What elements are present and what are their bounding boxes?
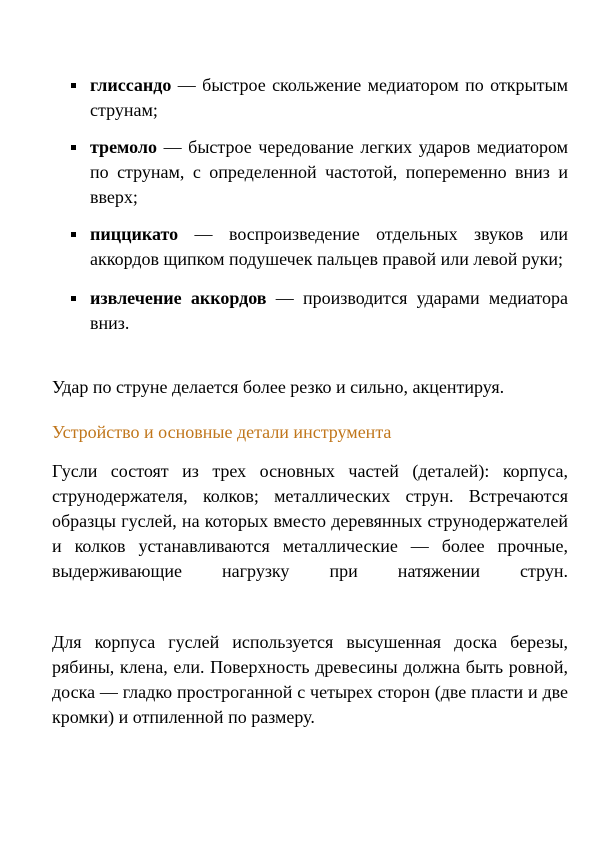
parts-paragraph: Гусли состоят из трех основных частей (деталей): корпуса, струнодержателя, колков; металлических струн. Встречаются образцы гуслей, на которых вместо деревянных струнодержателей и колков устанавливаются металлические — более прочные, выдерживающие нагрузку при натяжении струн. — [52, 461, 568, 581]
list-item-term: пиццикато — [90, 224, 179, 244]
list-item-term: глиссандо — [90, 75, 172, 95]
list-item — [68, 73, 568, 123]
list-item-text: — быстрое чередование легких ударов медиатором по струнам, с определенной частотой, попеременно вниз и вверх; — [90, 137, 568, 207]
list-item — [68, 286, 568, 336]
list-item-term: извлечение аккордов — [90, 288, 267, 308]
square-bullet-icon — [71, 296, 76, 301]
list-item-term: тремоло — [90, 137, 157, 157]
list-item-text: — производится ударами медиатора вниз. — [90, 288, 568, 333]
technique-list — [68, 73, 568, 348]
section-heading: Устройство и основные детали инструмента — [52, 422, 392, 442]
body-paragraph: Для корпуса гуслей используется высушенная доска березы, рябины, клена, ели. Поверхность древесины должна быть ровной, доска — гладко простроганной с четырех сторон (две пласти и две кромки) и отпиленной по размеру. — [52, 632, 568, 727]
square-bullet-icon — [71, 83, 76, 88]
list-item — [68, 135, 568, 210]
square-bullet-icon — [71, 145, 76, 150]
list-item-text: — воспроизведение отдельных звуков или аккордов щипком подушечек пальцев правой или левой руки; — [90, 224, 568, 269]
square-bullet-icon — [71, 232, 76, 237]
list-item — [68, 222, 568, 272]
strike-paragraph: Удар по струне делается более резко и сильно, акцентируя. — [52, 377, 505, 397]
list-item-text: — быстрое скольжение медиатором по открытым струнам; — [90, 75, 568, 120]
